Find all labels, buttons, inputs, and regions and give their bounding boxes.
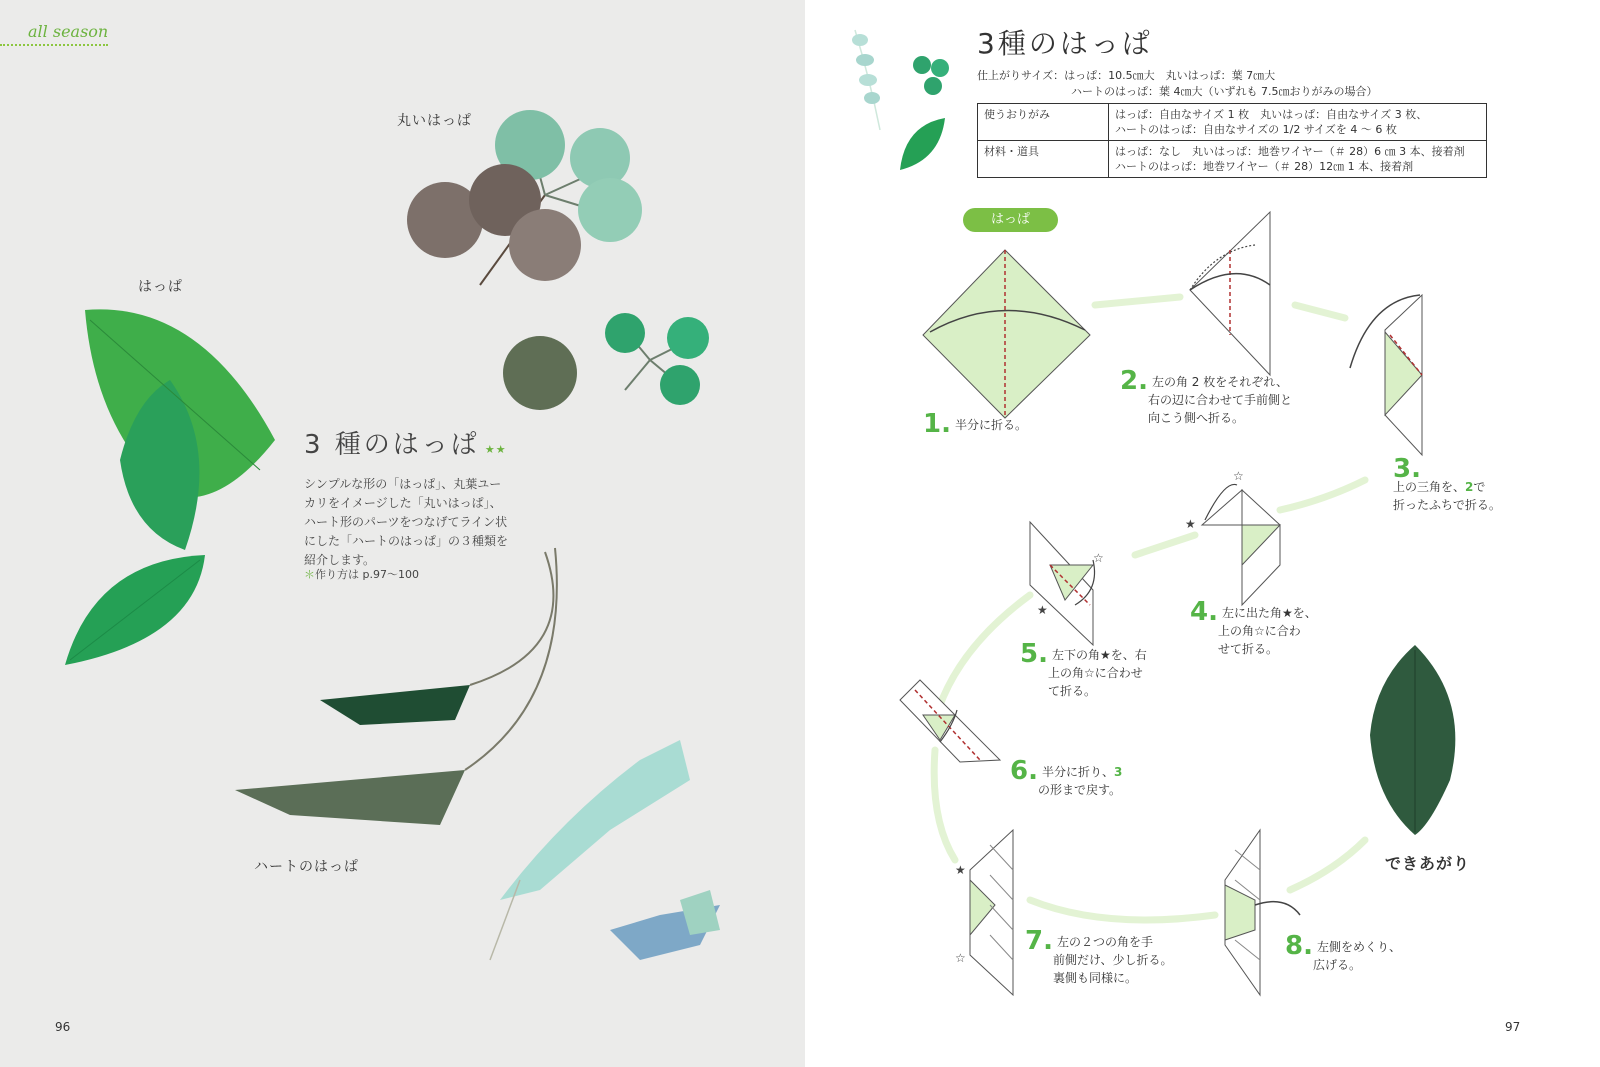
step-2 <box>1120 366 1293 427</box>
step-5 <box>1020 639 1147 700</box>
svg-text:★: ★ <box>1037 603 1048 617</box>
step-text: 向こう側へ折る。 <box>1148 411 1245 425</box>
step-text: 左の角 2 枚をそれぞれ、 <box>1151 375 1288 389</box>
step-text: 右の辺に合わせて手前側と <box>1148 393 1293 407</box>
left-page-title: 3 種のはっぱ <box>304 430 480 460</box>
description-line: シンプルな形の「はっぱ」、丸葉ユー <box>304 477 502 491</box>
step-number: 4. <box>1190 597 1218 627</box>
description-line: ハート形のパーツをつなげてライン状 <box>304 515 508 529</box>
step-number: 1. <box>923 409 951 439</box>
round-leaf-cluster <box>407 110 642 285</box>
folding-diagram <box>805 0 1600 1067</box>
finished-leaf-figure <box>1370 645 1455 835</box>
large-leaf-group <box>65 309 275 665</box>
step-number: 7. <box>1025 926 1053 956</box>
fold-figure-step-4 <box>1185 469 1280 605</box>
spec-label: 使うおりがみ <box>978 104 1109 141</box>
step-ref: 3 <box>1113 765 1123 779</box>
step-text: て折る。 <box>1048 684 1097 698</box>
fold-figure-step-3 <box>1350 295 1422 455</box>
step-4 <box>1190 597 1317 658</box>
step-text: 上の三角を、 <box>1393 480 1466 494</box>
step-number: 8. <box>1285 931 1313 961</box>
instructions-reference <box>304 566 419 582</box>
reference-text: 作り方は p.97～100 <box>315 568 419 581</box>
step-number: 5. <box>1020 639 1048 669</box>
step-text: 上の角☆に合わせ <box>1048 666 1143 680</box>
fold-figure-step-7 <box>955 830 1013 995</box>
svg-text:★: ★ <box>1185 517 1196 531</box>
description-line: カリをイメージした「丸いはっぱ」、 <box>304 496 502 510</box>
step-text: 左に出た角★を、 <box>1221 606 1317 620</box>
step-8 <box>1285 931 1401 974</box>
reference-mark: ＊ <box>304 568 315 581</box>
step-number: 3. <box>1393 454 1421 484</box>
svg-text:☆: ☆ <box>1093 551 1104 565</box>
svg-text:☆: ☆ <box>1233 469 1244 483</box>
leaf-label: はっぱ <box>138 279 183 295</box>
step-text: 左側をめくり、 <box>1316 940 1401 954</box>
step-text: 左下の角★を、右 <box>1051 648 1147 662</box>
svg-text:★: ★ <box>955 863 966 877</box>
heart-leaf-strands <box>235 548 720 960</box>
step-text: で <box>1473 480 1486 494</box>
description-line: にした「ハートのはっぱ」の３種類を <box>304 534 509 548</box>
spec-value-line: はっぱ：自由なサイズ 1 枚 丸いはっぱ：自由なサイズ 3 枚、 <box>1115 108 1428 121</box>
step-text: 折ったふちで折る。 <box>1393 498 1501 512</box>
difficulty-stars: ★★ <box>484 443 507 456</box>
spec-value-line: はっぱ：なし 丸いはっぱ：地巻ワイヤー（＃ 28）6 ㎝ 3 本、接着剤 <box>1115 145 1465 158</box>
spec-label: 材料・道具 <box>978 141 1109 178</box>
fold-figure-step-5 <box>1030 522 1104 645</box>
step-text: 左の２つの角を手 <box>1056 935 1153 949</box>
page-number-left: 96 <box>55 1020 71 1034</box>
section-tag: all season <box>28 22 109 41</box>
description <box>304 475 544 570</box>
step-text: 裏側も同様に。 <box>1053 971 1138 985</box>
step-text: 上の角☆に合わ <box>1218 624 1301 638</box>
page-number-right: 97 <box>1505 1020 1521 1034</box>
finished-label: できあがり <box>1385 854 1471 873</box>
step-text: 前側だけ、少し折る。 <box>1053 953 1173 967</box>
step-1 <box>923 409 1027 439</box>
step-text: 半分に折り、 <box>1041 765 1114 779</box>
right-page-title: 3種のはっぱ <box>977 27 1153 60</box>
step-text: 半分に折る。 <box>954 418 1027 432</box>
step-ref: 2 <box>1465 480 1474 494</box>
step-number: 2. <box>1120 366 1148 396</box>
step-6 <box>1010 756 1123 799</box>
left-title-block <box>304 424 507 461</box>
step-7 <box>1025 926 1173 987</box>
round-leaf-label: 丸いはっぱ <box>397 113 472 129</box>
small-round-leaf-group <box>503 313 709 410</box>
step-3 <box>1393 454 1501 514</box>
finished-size-line: 仕上がりサイズ：はっぱ：10.5㎝大 丸いはっぱ：葉 7㎝大 <box>977 69 1276 82</box>
section-pill: はっぱ <box>963 208 1058 232</box>
step-text: の形まで戻す。 <box>1038 783 1122 797</box>
fold-figure-step-2 <box>1190 212 1270 375</box>
finished-size-line: ハートのはっぱ：葉 4㎝大（いずれも 7.5㎝おりがみの場合） <box>1071 85 1378 98</box>
right-page <box>805 0 1600 1067</box>
step-text: せて折る。 <box>1218 642 1279 656</box>
spec-value-line: ハートのはっぱ：地巻ワイヤー（＃ 28）12㎝ 1 本、接着剤 <box>1115 160 1414 173</box>
step-number: 6. <box>1010 756 1038 786</box>
spec-value-line: ハートのはっぱ：自由なサイズの 1/2 サイズを 4 ～ 6 枚 <box>1115 123 1397 136</box>
heart-leaf-label: ハートのはっぱ <box>254 859 359 875</box>
fold-figure-step-6 <box>900 680 1000 762</box>
step-text: 広げる。 <box>1313 958 1362 972</box>
description-line: 紹介します。 <box>304 553 376 567</box>
svg-text:☆: ☆ <box>955 951 966 965</box>
fold-figure-step-1 <box>923 250 1090 418</box>
